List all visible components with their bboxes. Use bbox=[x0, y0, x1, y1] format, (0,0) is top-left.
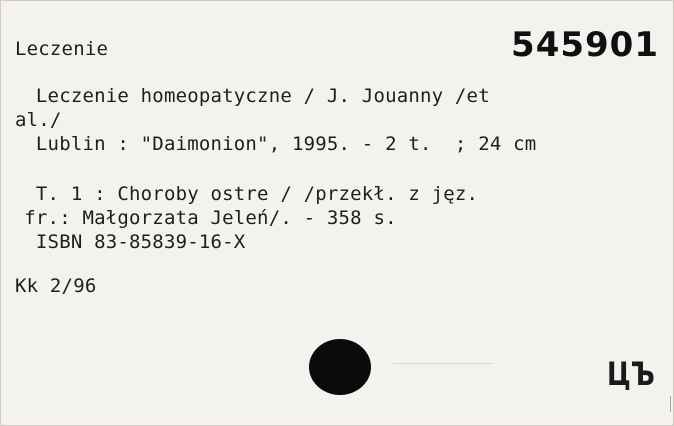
edge-mark bbox=[670, 396, 671, 412]
translator-line: fr.: Małgorzata Jeleń/. - 358 s. bbox=[1, 207, 397, 229]
volume-line: T. 1 : Choroby ostre / /przekł. z jęz. bbox=[1, 183, 479, 205]
faint-mark bbox=[393, 363, 493, 364]
title-line: Leczenie homeopatyczne / J. Jouanny /et bbox=[1, 85, 490, 107]
accession-line: Kk 2/96 bbox=[15, 275, 97, 297]
isbn-line: ISBN 83-85839-16-X bbox=[1, 231, 246, 253]
punch-hole bbox=[309, 339, 371, 395]
title-line-continuation: al./ bbox=[15, 109, 62, 131]
publication-line: Lublin : "Daimonion", 1995. - 2 t. ; 24 cm bbox=[1, 133, 537, 155]
card-heading: Leczenie bbox=[15, 38, 109, 60]
library-stamp: ЦЪ bbox=[607, 355, 655, 393]
call-number: 545901 bbox=[511, 25, 659, 65]
